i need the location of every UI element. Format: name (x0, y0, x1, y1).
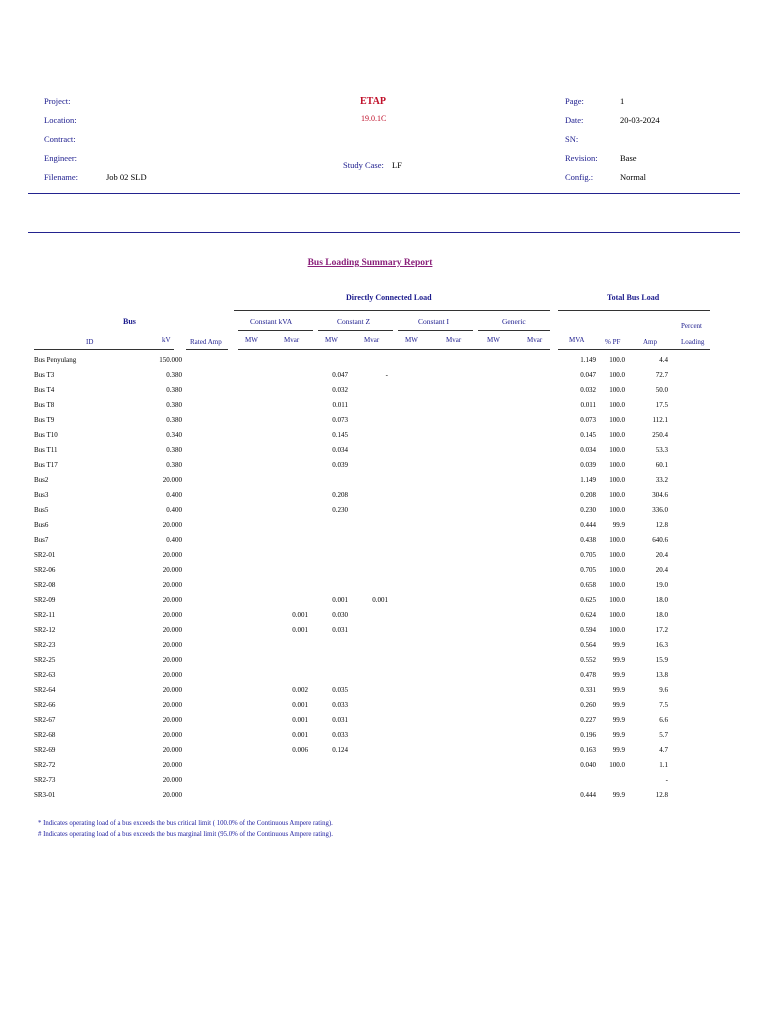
cell-mva: 0.163 (580, 746, 596, 754)
col-loading: Loading (681, 338, 705, 346)
cell-kv: 20.000 (162, 671, 182, 679)
cell-pf: 100.0 (609, 611, 625, 619)
cell-pf: 100.0 (609, 401, 625, 409)
cell-id: SR2-73 (34, 776, 56, 784)
cell-kva-mvar: 0.001 (292, 611, 308, 619)
const-z-rule (318, 330, 393, 331)
cell-mva: 0.625 (580, 596, 596, 604)
cell-id: Bus6 (34, 521, 49, 529)
cell-id: Bus T11 (34, 446, 58, 454)
bus-id-rule (34, 349, 174, 350)
contract-label: Contract: (44, 134, 76, 144)
cell-kva-mvar: 0.002 (292, 686, 308, 694)
cell-kv: 20.000 (162, 731, 182, 739)
cell-z-mw: 0.035 (332, 686, 348, 694)
cell-amp: 7.5 (659, 701, 668, 709)
cell-amp: 20.4 (655, 566, 668, 574)
cell-pf: 99.9 (612, 671, 625, 679)
cell-pf: 100.0 (609, 386, 625, 394)
cell-id: Bus T17 (34, 461, 58, 469)
cell-id: Bus Penyulang (34, 356, 77, 364)
group-bus: Bus (123, 317, 136, 326)
cell-mva: 0.011 (580, 401, 596, 409)
cell-id: SR2-67 (34, 716, 56, 724)
cell-pf: 100.0 (609, 461, 625, 469)
config-value: Normal (620, 172, 646, 182)
cell-kv: 0.400 (166, 536, 182, 544)
cell-z-mw: 0.047 (332, 371, 348, 379)
col-z-mvar: Mvar (364, 336, 380, 344)
cell-z-mw: 0.208 (332, 491, 348, 499)
const-kva-rule (238, 330, 313, 331)
note-marginal: # Indicates operating load of a bus exceeds the bus marginal limit (95.0% of the Continuous Ampere rating). (38, 831, 333, 838)
col-kva-mvar: Mvar (284, 336, 300, 344)
total-load-rule (558, 310, 710, 311)
cell-mva: 0.227 (580, 716, 596, 724)
cell-id: SR2-68 (34, 731, 56, 739)
cell-pf: 99.9 (612, 716, 625, 724)
cell-pf: 100.0 (609, 476, 625, 484)
filename-label: Filename: (44, 172, 78, 182)
direct-load-rule (234, 310, 550, 311)
cell-kv: 0.400 (166, 506, 182, 514)
cell-z-mw: 0.145 (332, 431, 348, 439)
cell-kv: 20.000 (162, 581, 182, 589)
app-name: ETAP (360, 96, 386, 107)
cell-mva: 0.039 (580, 461, 596, 469)
col-kv: kV (162, 336, 171, 344)
cell-mva: 0.478 (580, 671, 596, 679)
group-constant-z: Constant Z (337, 317, 371, 326)
group-constant-kva: Constant kVA (250, 317, 293, 326)
cell-pf: 100.0 (609, 416, 625, 424)
cell-id: Bus T8 (34, 401, 55, 409)
cell-amp: 72.7 (655, 371, 668, 379)
cell-z-mw: 0.031 (332, 626, 348, 634)
group-constant-i: Constant I (418, 317, 450, 326)
cell-mva: 0.438 (580, 536, 596, 544)
cell-amp: 250.4 (652, 431, 668, 439)
group-generic: Generic (502, 317, 526, 326)
cell-pf: 99.9 (612, 641, 625, 649)
generic-rule (478, 330, 550, 331)
cell-kv: 20.000 (162, 761, 182, 769)
cell-mva: 0.594 (580, 626, 596, 634)
cell-kva-mvar: 0.001 (292, 701, 308, 709)
study-case-label: Study Case: (343, 160, 384, 170)
col-rated-amp: Rated Amp (190, 338, 222, 346)
cell-mva: 0.196 (580, 731, 596, 739)
cell-z-mvar: - (385, 371, 388, 379)
cell-amp: 17.5 (655, 401, 668, 409)
cell-z-mvar: 0.001 (372, 596, 388, 604)
cell-kv: 0.340 (166, 431, 182, 439)
cell-amp: 4.7 (659, 746, 668, 754)
cell-id: SR2-63 (34, 671, 56, 679)
cell-mva: 0.624 (580, 611, 596, 619)
col-i-mw: MW (405, 336, 418, 344)
cell-mva: 0.331 (580, 686, 596, 694)
cell-amp: 12.8 (655, 521, 668, 529)
cell-z-mw: 0.230 (332, 506, 348, 514)
study-case-value: LF (392, 160, 402, 170)
cell-z-mw: 0.039 (332, 461, 348, 469)
cell-amp: 18.0 (655, 611, 668, 619)
cell-z-mw: 0.033 (332, 731, 348, 739)
cell-mva: 0.552 (580, 656, 596, 664)
cell-mva: 0.705 (580, 566, 596, 574)
app-version: 19.0.1C (361, 114, 387, 123)
cell-pf: 100.0 (609, 566, 625, 574)
cell-mva: 0.658 (580, 581, 596, 589)
cell-amp: 33.2 (655, 476, 668, 484)
cell-pf: 99.9 (612, 731, 625, 739)
cell-pf: 100.0 (609, 371, 625, 379)
cell-amp: 17.2 (655, 626, 668, 634)
cell-mva: 0.040 (580, 761, 596, 769)
cell-amp: 53.3 (655, 446, 668, 454)
col-generic-mvar: Mvar (527, 336, 543, 344)
cell-id: Bus5 (34, 506, 49, 514)
cell-z-mw: 0.001 (332, 596, 348, 604)
cell-mva: 0.444 (580, 791, 596, 799)
cell-amp: 9.6 (659, 686, 668, 694)
col-generic-mw: MW (487, 336, 500, 344)
cell-kv: 20.000 (162, 476, 182, 484)
col-kva-mw: MW (245, 336, 258, 344)
config-label: Config.: (565, 172, 594, 182)
cell-kv: 20.000 (162, 701, 182, 709)
cell-mva: 0.073 (580, 416, 596, 424)
location-label: Location: (44, 115, 77, 125)
cell-amp: 16.3 (655, 641, 668, 649)
cell-kv: 20.000 (162, 626, 182, 634)
col-percent: Percent (681, 322, 702, 330)
cell-pf: 100.0 (609, 491, 625, 499)
note-critical: * Indicates operating load of a bus exceeds the bus critical limit ( 100.0% of the Continuous Ampere rating). (38, 820, 333, 827)
cell-kv: 0.380 (166, 446, 182, 454)
cell-z-mw: 0.032 (332, 386, 348, 394)
cell-kv: 0.380 (166, 401, 182, 409)
cell-z-mw: 0.030 (332, 611, 348, 619)
cell-z-mw: 0.033 (332, 701, 348, 709)
cell-pf: 100.0 (609, 581, 625, 589)
report-title: Bus Loading Summary Report (307, 258, 433, 268)
cell-amp: 60.1 (655, 461, 668, 469)
cell-kva-mvar: 0.001 (292, 731, 308, 739)
cell-kv: 20.000 (162, 686, 182, 694)
cell-id: SR2-72 (34, 761, 56, 769)
cell-kv: 0.380 (166, 416, 182, 424)
cell-amp: 15.9 (655, 656, 668, 664)
cell-id: SR2-08 (34, 581, 56, 589)
cell-kv: 20.000 (162, 716, 182, 724)
cell-kv: 20.000 (162, 641, 182, 649)
cell-mva: 0.034 (580, 446, 596, 454)
cell-amp: 112.1 (652, 416, 668, 424)
date-value: 20-03-2024 (620, 115, 660, 125)
cell-pf: 100.0 (609, 506, 625, 514)
cell-kva-mvar: 0.001 (292, 626, 308, 634)
total-cols-rule (558, 349, 710, 350)
cell-mva: 0.047 (580, 371, 596, 379)
cell-pf: 100.0 (609, 536, 625, 544)
cell-id: SR2-06 (34, 566, 56, 574)
const-i-rule (398, 330, 473, 331)
cell-id: SR2-23 (34, 641, 56, 649)
direct-cols-rule (238, 349, 550, 350)
cell-mva: 1.149 (580, 356, 596, 364)
cell-id: Bus T10 (34, 431, 58, 439)
cell-amp: 336.0 (652, 506, 668, 514)
cell-kv: 20.000 (162, 656, 182, 664)
cell-z-mw: 0.124 (332, 746, 348, 754)
col-mva: MVA (569, 336, 585, 344)
cell-kv: 20.000 (162, 521, 182, 529)
cell-pf: 99.9 (612, 701, 625, 709)
cell-kv: 0.380 (166, 371, 182, 379)
cell-id: SR2-25 (34, 656, 56, 664)
cell-kv: 0.380 (166, 461, 182, 469)
cell-id: Bus3 (34, 491, 49, 499)
cell-kva-mvar: 0.001 (292, 716, 308, 724)
revision-value: Base (620, 153, 637, 163)
cell-kv: 20.000 (162, 596, 182, 604)
page-value: 1 (620, 96, 625, 106)
cell-amp: 20.4 (655, 551, 668, 559)
cell-amp: 5.7 (659, 731, 668, 739)
group-total-bus-load: Total Bus Load (607, 293, 660, 302)
header-divider-bottom (28, 232, 740, 233)
cell-mva: 0.564 (580, 641, 596, 649)
cell-pf: 100.0 (609, 446, 625, 454)
cell-mva: 0.444 (580, 521, 596, 529)
cell-kva-mvar: 0.006 (292, 746, 308, 754)
cell-id: SR3-01 (34, 791, 56, 799)
cell-id: SR2-66 (34, 701, 56, 709)
col-pf: % PF (605, 338, 621, 346)
cell-pf: 100.0 (609, 356, 625, 364)
page-label: Page: (565, 96, 584, 106)
cell-mva: 0.260 (580, 701, 596, 709)
cell-pf: 99.9 (612, 521, 625, 529)
date-label: Date: (565, 115, 584, 125)
cell-amp: 19.0 (655, 581, 668, 589)
header-divider-top (28, 193, 740, 194)
group-directly-connected-load: Directly Connected Load (346, 293, 432, 302)
cell-mva: 0.230 (580, 506, 596, 514)
cell-mva: 0.705 (580, 551, 596, 559)
cell-pf: 99.9 (612, 656, 625, 664)
cell-id: Bus T3 (34, 371, 55, 379)
cell-kv: 20.000 (162, 611, 182, 619)
cell-amp: 50.0 (655, 386, 668, 394)
cell-id: Bus T9 (34, 416, 55, 424)
cell-mva: 1.149 (580, 476, 596, 484)
rated-amp-rule (186, 349, 228, 350)
cell-pf: 100.0 (609, 761, 625, 769)
filename-value: Job 02 SLD (106, 172, 147, 182)
cell-id: Bus2 (34, 476, 49, 484)
cell-z-mw: 0.034 (332, 446, 348, 454)
cell-id: SR2-64 (34, 686, 56, 694)
project-label: Project: (44, 96, 71, 106)
cell-kv: 20.000 (162, 791, 182, 799)
cell-id: SR2-11 (34, 611, 56, 619)
cell-z-mw: 0.073 (332, 416, 348, 424)
col-i-mvar: Mvar (446, 336, 462, 344)
cell-kv: 150.000 (159, 356, 182, 364)
cell-pf: 99.9 (612, 791, 625, 799)
cell-id: SR2-01 (34, 551, 56, 559)
cell-mva: 0.208 (580, 491, 596, 499)
cell-amp: 6.6 (659, 716, 668, 724)
cell-amp: 4.4 (659, 356, 668, 364)
col-z-mw: MW (325, 336, 338, 344)
cell-kv: 20.000 (162, 746, 182, 754)
cell-amp: 18.0 (655, 596, 668, 604)
cell-id: Bus7 (34, 536, 49, 544)
cell-z-mw: 0.031 (332, 716, 348, 724)
cell-id: SR2-12 (34, 626, 56, 634)
cell-mva: 0.032 (580, 386, 596, 394)
cell-mva: 0.145 (580, 431, 596, 439)
cell-id: Bus T4 (34, 386, 55, 394)
cell-amp: 13.8 (655, 671, 668, 679)
cell-amp: 1.1 (659, 761, 668, 769)
cell-kv: 20.000 (162, 551, 182, 559)
cell-pf: 100.0 (609, 431, 625, 439)
engineer-label: Engineer: (44, 153, 78, 163)
cell-kv: 0.400 (166, 491, 182, 499)
cell-amp: 12.8 (655, 791, 668, 799)
cell-amp: 304.6 (652, 491, 668, 499)
cell-pf: 100.0 (609, 551, 625, 559)
cell-pf: 99.9 (612, 746, 625, 754)
cell-z-mw: 0.011 (332, 401, 348, 409)
revision-label: Revision: (565, 153, 598, 163)
cell-id: SR2-69 (34, 746, 56, 754)
sn-label: SN: (565, 134, 579, 144)
col-amp: Amp (643, 338, 657, 346)
col-id: ID (86, 338, 94, 346)
cell-pf: 100.0 (609, 596, 625, 604)
cell-kv: 0.380 (166, 386, 182, 394)
cell-kv: 20.000 (162, 776, 182, 784)
cell-id: SR2-09 (34, 596, 56, 604)
cell-kv: 20.000 (162, 566, 182, 574)
cell-pf: 100.0 (609, 626, 625, 634)
cell-pf: 99.9 (612, 686, 625, 694)
cell-amp: - (665, 776, 668, 784)
cell-amp: 640.6 (652, 536, 668, 544)
